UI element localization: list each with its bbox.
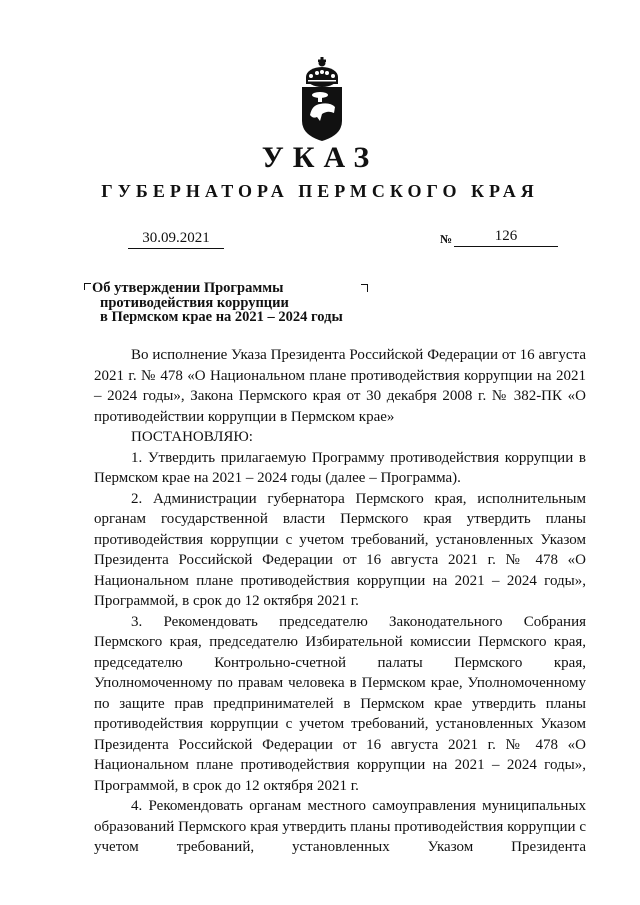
- number-sign: №: [440, 232, 453, 246]
- paragraph-4: 4. Рекомендовать органам местного самоуправления муниципальных образований Пермского края утвердить планы противодействия коррупции с учетом требований, установленных Указом Президента: [94, 798, 586, 855]
- document-body: [94, 345, 586, 858]
- document-heading: [92, 281, 382, 325]
- paragraph-2: 2. Администрации губернатора Пермского края, исполнительным органам государственной власти Пермского края утвердить планы противодействия коррупции с учетом требований, установленных Указом Президента Российской Федерации от 16 августа 2021 г. № 478 «О Национальном плане противодействия коррупции на 2021 – 2024 годы», Программой, в срок до 12 октября 2021 г.: [94, 490, 586, 609]
- document-type-title: УКАЗ: [261, 141, 379, 174]
- perm-krai-emblem-icon: [289, 55, 355, 143]
- document-heading-line: противодействия коррупции: [100, 294, 289, 311]
- resolve-word: ПОСТАНОВЛЯЮ:: [131, 429, 253, 445]
- issuer-subtitle: ГУБЕРНАТОРА ПЕРМСКОГО КРАЯ: [101, 181, 539, 201]
- document-heading-line: Об утверждении Программы: [92, 280, 284, 296]
- document-heading-line: в Пермском крае на 2021 – 2024 годы: [100, 309, 343, 325]
- heading-corner-mark-left: [84, 283, 91, 290]
- intro-paragraph: Во исполнение Указа Президента Российской Федерации от 16 августа 2021 г. № 478 «О Национальном плане противодействия коррупции на 2021 – 2024 годы», Закона Пермского края от 30 декабря 2008 г. № 382-ПК «О противодействии коррупции в Пермском крае»: [94, 347, 586, 425]
- document-number: 126: [454, 226, 558, 247]
- paragraph-3: 3. Рекомендовать председателю Законодательного Собрания Пермского края, председателю Избирательной комиссии Пермского края, председателю Контрольно-счетной палаты Пермского края, Уполномоченному по правам человека в Пермском крае, Уполномоченному по защите прав предпринимателей в Пермском крае утвердить планы противодействия коррупции с учетом требований, установленных Указом Президента Российской Федерации от 16 августа 2021 г. № 478 «О Национальном плане противодействия коррупции на 2021 – 2024 годы», Программой, в срок до 12 октября 2021 г.: [94, 613, 586, 794]
- document-date: 30.09.2021: [128, 228, 224, 249]
- paragraph-1: 1. Утвердить прилагаемую Программу противодействия коррупции в Пермском крае на 2021 – 2024 годы (далее – Программа).: [94, 449, 586, 486]
